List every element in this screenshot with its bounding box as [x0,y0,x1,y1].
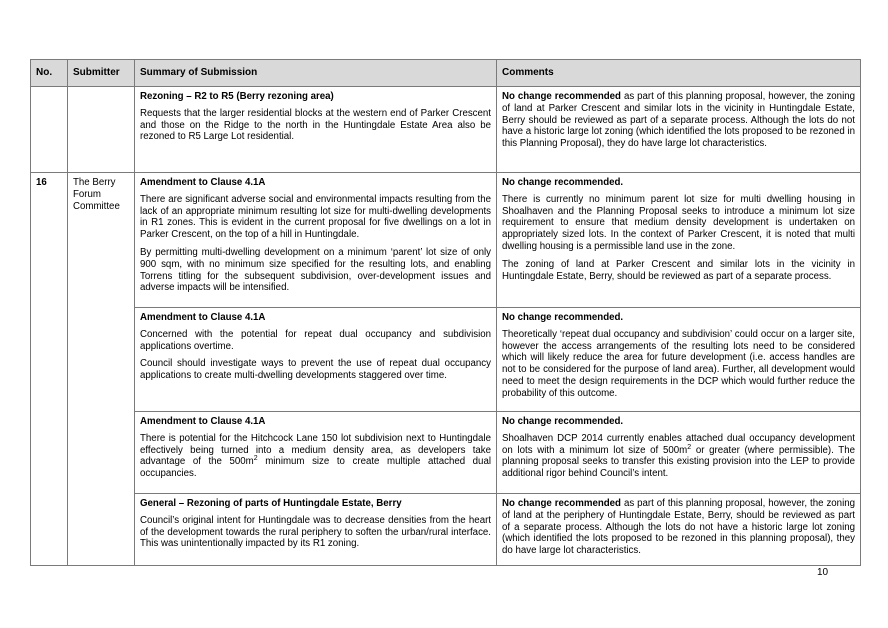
comment-title: No change recommended. [502,416,624,427]
comment-lead: No change recommended [502,498,621,509]
summary-cell [135,412,497,494]
comments-cell [497,494,861,566]
page-number: 10 [817,567,829,578]
table-row [31,494,861,566]
submitter-cell [68,87,135,173]
summary-text: Concerned with the potential for repeat dual occupancy and subdivision applications overtime. [140,328,491,352]
table-row [31,308,861,412]
summary-title: Amendment to Clause 4.1A [140,312,266,323]
summary-cell [135,494,497,566]
summary-title: General – Rezoning of parts of Huntingdale Estate, Berry [140,498,402,509]
comment-text: The zoning of land at Parker Crescent and similar lots in the vicinity in Huntingdale Estate, Berry, should be reviewed as part of a separate process. [502,258,855,282]
no-cell: 16 [31,173,68,566]
no-cell [31,87,68,173]
comment-text: Theoretically ‘repeat dual occupancy and subdivision’ could occur on a larger site, however the access arrangements of the resulting lots need to be considered which will likely reduce the area for future development (i.e. access handles are not to be considered for the purpose of land area). Further, all development would need to meet the design requirements in the DCP which would further reduce the probability of this outcome. [502,328,855,399]
comment-text: There is currently no minimum parent lot size for multi dwelling housing in Shoalhaven and the Planning Proposal seeks to introduce a minimum lot size requirement to ensure that medium density development is undertaken on appropriately sized lots. In the context of Parker Crescent, it is noted that multi dwelling housing is a permissible land use in the zone. [502,193,855,252]
comment-lead: No change recommended [502,91,621,102]
comments-cell [497,87,861,173]
summary-cell [135,173,497,308]
table-row [31,87,861,173]
summary-title: Rezoning – R2 to R5 (Berry rezoning area) [140,91,334,102]
comment-title: No change recommended. [502,312,624,323]
table-row [31,412,861,494]
summary-cell [135,87,497,173]
summary-text: Council should investigate ways to prevent the use of repeat dual occupancy applications to create multi-dwelling developments staggered over time. [140,358,491,382]
summary-cell [135,308,497,412]
submitter-cell: The Berry Forum Committee [68,173,135,566]
header-summary: Summary of Submission [135,60,497,87]
comment-title: No change recommended. [502,177,624,188]
summary-text: By permitting multi-dwelling development on a minimum ‘parent’ lot size of only 900 sqm, with no minimum size specified for the resulting lots, and enabling Torrens titling for the subsequent subdivision, over-development issues and adverse impacts will be intensified. [140,246,491,294]
comment-text: No change recommended as part of this planning proposal, however, the zoning of land at the periphery of Huntingdale Estate, Berry, should be reviewed as part of a separate process. Although the lots do not have a historic large lot zoning (which identified the lots proposed to be rezoned in this planning proposal), they do have large lot characteristics. [502,498,855,557]
comments-cell [497,412,861,494]
comments-cell [497,173,861,308]
summary-text: Council’s original intent for Huntingdale was to decrease densities from the heart of the development towards the rural periphery to soften the urban/rural interface. This was unintentionally impacted by its R1 zoning. [140,514,491,550]
header-comments: Comments [497,60,861,87]
header-no: No. [31,60,68,87]
submissions-table [30,59,861,566]
comments-cell [497,308,861,412]
comment-text: No change recommended as part of this planning proposal, however, the zoning of land at Parker Crescent and similar lots in the vicinity in Huntingdale Estate, Berry should be reviewed as part of a separate process. Although the lots do not have a historic large lot zoning (which identified the lots proposed to be rezoned in this Planning Proposal), they do have large lot characteristics. [502,91,855,150]
comment-text: Shoalhaven DCP 2014 currently enables attached dual occupancy development on lots with a minimum lot size of $500m^2$ or greater (where permissible). The planning proposal seeks to transfer this existing provision into the LEP to provide additional rigor behind Council’s intent. [502,432,855,480]
table-header-row [31,60,861,87]
summary-text: There is potential for the Hitchcock Lane 150 lot subdivision next to Huntingdale effectively being turned into a medium density area, as developers take advantage of the $500m^2$ minimum size to create multiple attached dual occupancies. [140,432,491,480]
summary-text: There are significant adverse social and environmental impacts resulting from the lack of an appropriate minimum resulting lot size for multi-dwelling developments in R1 zones. This is evident in the current proposal for five dwellings on a lot in Parker Crescent, on the top of a hill in Huntingdale. [140,193,491,241]
header-submitter: Submitter [68,60,135,87]
summary-title: Amendment to Clause 4.1A [140,416,266,427]
table-row [31,173,861,308]
summary-text: Requests that the larger residential blocks at the western end of Parker Crescent and those on the Ridge to the north in the Huntingdale Estate Area also be rezoned to R5 Large Lot residential. [140,107,491,143]
summary-title: Amendment to Clause 4.1A [140,177,266,188]
